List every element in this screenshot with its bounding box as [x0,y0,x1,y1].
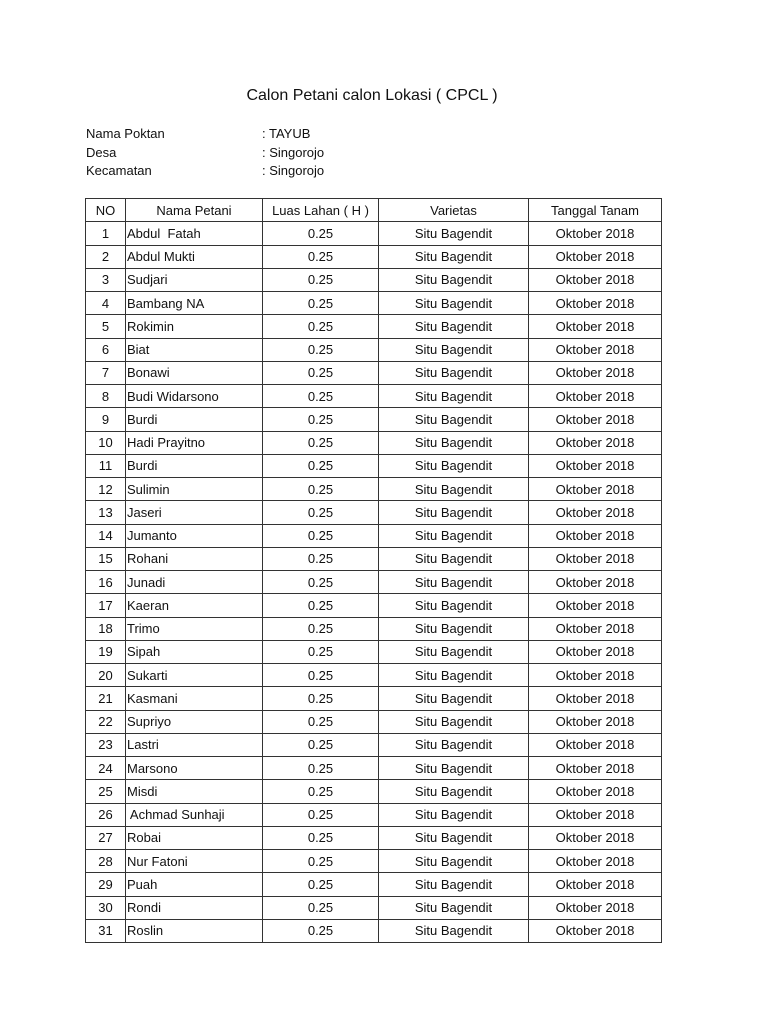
cell-no: 25 [86,780,126,803]
cell-tanggal-tanam: Oktober 2018 [529,501,662,524]
cell-tanggal-tanam: Oktober 2018 [529,454,662,477]
cell-nama-petani: Robai [126,826,263,849]
cell-nama-petani: Supriyo [126,710,263,733]
cell-nama-petani: Kasmani [126,687,263,710]
cell-no: 13 [86,501,126,524]
cell-no: 20 [86,664,126,687]
cell-tanggal-tanam: Oktober 2018 [529,292,662,315]
cell-varietas: Situ Bagendit [379,594,529,617]
cell-varietas: Situ Bagendit [379,780,529,803]
cell-nama-petani: Biat [126,338,263,361]
table-row [86,385,662,408]
cell-no: 3 [86,268,126,291]
cell-tanggal-tanam: Oktober 2018 [529,315,662,338]
cell-nama-petani: Rondi [126,896,263,919]
cell-no: 14 [86,524,126,547]
cell-no: 1 [86,222,126,245]
cell-varietas: Situ Bagendit [379,338,529,361]
table-row [86,478,662,501]
info-label: Desa [86,144,117,160]
column-header-tanggal-tanam: Tanggal Tanam [529,199,662,222]
cell-varietas: Situ Bagendit [379,361,529,384]
cell-no: 9 [86,408,126,431]
table-row [86,710,662,733]
cell-luas-lahan: 0.25 [263,826,379,849]
cell-nama-petani: Abdul Fatah [126,222,263,245]
cell-tanggal-tanam: Oktober 2018 [529,733,662,756]
cell-no: 11 [86,454,126,477]
table-row [86,454,662,477]
cell-no: 7 [86,361,126,384]
cell-varietas: Situ Bagendit [379,710,529,733]
cell-luas-lahan: 0.25 [263,315,379,338]
cell-nama-petani: Trimo [126,617,263,640]
cell-no: 19 [86,640,126,663]
cell-luas-lahan: 0.25 [263,664,379,687]
cell-varietas: Situ Bagendit [379,640,529,663]
cell-no: 15 [86,547,126,570]
table-row [86,757,662,780]
cell-luas-lahan: 0.25 [263,524,379,547]
cell-tanggal-tanam: Oktober 2018 [529,664,662,687]
cell-varietas: Situ Bagendit [379,385,529,408]
cell-no: 12 [86,478,126,501]
table-row [86,292,662,315]
cell-varietas: Situ Bagendit [379,826,529,849]
cell-luas-lahan: 0.25 [263,594,379,617]
column-header-nama-petani: Nama Petani [126,199,263,222]
cell-nama-petani: Sulimin [126,478,263,501]
table-row [86,826,662,849]
cell-varietas: Situ Bagendit [379,571,529,594]
cell-varietas: Situ Bagendit [379,896,529,919]
cell-tanggal-tanam: Oktober 2018 [529,687,662,710]
cell-luas-lahan: 0.25 [263,361,379,384]
table-row [86,361,662,384]
cell-no: 4 [86,292,126,315]
cell-tanggal-tanam: Oktober 2018 [529,757,662,780]
info-label: Kecamatan [86,163,152,178]
table-row [86,245,662,268]
table-row [86,780,662,803]
cell-tanggal-tanam: Oktober 2018 [529,710,662,733]
cell-nama-petani: Budi Widarsono [126,385,263,408]
cell-nama-petani: Puah [126,873,263,896]
info-label: Nama Poktan [86,126,165,141]
cell-tanggal-tanam: Oktober 2018 [529,547,662,570]
cell-no: 26 [86,803,126,826]
cell-no: 27 [86,826,126,849]
cell-no: 29 [86,873,126,896]
cell-no: 16 [86,571,126,594]
cell-varietas: Situ Bagendit [379,454,529,477]
cell-luas-lahan: 0.25 [263,408,379,431]
table-row [86,664,662,687]
farmer-table [85,198,662,943]
info-row-desa [86,144,324,163]
cell-luas-lahan: 0.25 [263,478,379,501]
cell-no: 2 [86,245,126,268]
cell-tanggal-tanam: Oktober 2018 [529,780,662,803]
info-row-nama-poktan [86,125,324,144]
cell-nama-petani: Junadi [126,571,263,594]
cell-varietas: Situ Bagendit [379,873,529,896]
table-row [86,571,662,594]
cell-tanggal-tanam: Oktober 2018 [529,524,662,547]
cell-nama-petani: Rokimin [126,315,263,338]
cell-varietas: Situ Bagendit [379,292,529,315]
cell-luas-lahan: 0.25 [263,617,379,640]
cell-nama-petani: Sudjari [126,268,263,291]
cell-luas-lahan: 0.25 [263,547,379,570]
cell-luas-lahan: 0.25 [263,501,379,524]
cell-no: 17 [86,594,126,617]
cell-tanggal-tanam: Oktober 2018 [529,873,662,896]
cell-varietas: Situ Bagendit [379,757,529,780]
cell-no: 22 [86,710,126,733]
cell-no: 31 [86,919,126,942]
cell-nama-petani: Jaseri [126,501,263,524]
table-row [86,431,662,454]
table-row [86,640,662,663]
cell-no: 30 [86,896,126,919]
cell-no: 6 [86,338,126,361]
cell-tanggal-tanam: Oktober 2018 [529,594,662,617]
cell-varietas: Situ Bagendit [379,315,529,338]
cell-luas-lahan: 0.25 [263,687,379,710]
cell-no: 18 [86,617,126,640]
cell-tanggal-tanam: Oktober 2018 [529,826,662,849]
cell-luas-lahan: 0.25 [263,780,379,803]
table-row [86,687,662,710]
cell-tanggal-tanam: Oktober 2018 [529,640,662,663]
cell-luas-lahan: 0.25 [263,268,379,291]
cell-nama-petani: Marsono [126,757,263,780]
cell-varietas: Situ Bagendit [379,850,529,873]
table-row [86,896,662,919]
cell-tanggal-tanam: Oktober 2018 [529,617,662,640]
cell-nama-petani: Sukarti [126,664,263,687]
cell-varietas: Situ Bagendit [379,733,529,756]
table-body [86,222,662,943]
cell-varietas: Situ Bagendit [379,547,529,570]
table-row [86,733,662,756]
info-row-kecamatan [86,162,324,181]
cell-nama-petani: Bambang NA [126,292,263,315]
cell-tanggal-tanam: Oktober 2018 [529,222,662,245]
cell-tanggal-tanam: Oktober 2018 [529,478,662,501]
cell-nama-petani: Nur Fatoni [126,850,263,873]
cell-varietas: Situ Bagendit [379,803,529,826]
cell-luas-lahan: 0.25 [263,757,379,780]
cell-luas-lahan: 0.25 [263,919,379,942]
cell-luas-lahan: 0.25 [263,245,379,268]
table-row [86,338,662,361]
table-row [86,222,662,245]
table-row [86,524,662,547]
table-row [86,408,662,431]
cell-tanggal-tanam: Oktober 2018 [529,268,662,291]
info-value: : TAYUB [262,126,311,141]
cell-nama-petani: Kaeran [126,594,263,617]
page-title: Calon Petani calon Lokasi ( CPCL ) [246,87,498,104]
cell-luas-lahan: 0.25 [263,222,379,245]
cell-varietas: Situ Bagendit [379,408,529,431]
cell-no: 5 [86,315,126,338]
cell-luas-lahan: 0.25 [263,803,379,826]
cell-no: 28 [86,850,126,873]
cell-tanggal-tanam: Oktober 2018 [529,850,662,873]
cell-luas-lahan: 0.25 [263,710,379,733]
cell-luas-lahan: 0.25 [263,385,379,408]
cell-luas-lahan: 0.25 [263,873,379,896]
cell-varietas: Situ Bagendit [379,919,529,942]
column-header-varietas: Varietas [379,199,529,222]
info-block [86,125,324,181]
cell-nama-petani: Bonawi [126,361,263,384]
column-header-luas-lahan: Luas Lahan ( H ) [263,199,379,222]
info-value: : Singorojo [262,163,325,178]
cell-tanggal-tanam: Oktober 2018 [529,919,662,942]
info-value: : Singorojo [262,144,325,160]
table-row [86,919,662,942]
cell-no: 8 [86,385,126,408]
cell-nama-petani: Achmad Sunhaji [126,803,263,826]
cell-varietas: Situ Bagendit [379,478,529,501]
cell-tanggal-tanam: Oktober 2018 [529,431,662,454]
table-row [86,873,662,896]
cell-luas-lahan: 0.25 [263,454,379,477]
cell-tanggal-tanam: Oktober 2018 [529,896,662,919]
table-row [86,547,662,570]
cell-luas-lahan: 0.25 [263,640,379,663]
cell-nama-petani: Lastri [126,733,263,756]
cell-nama-petani: Sipah [126,640,263,663]
cell-tanggal-tanam: Oktober 2018 [529,803,662,826]
cell-tanggal-tanam: Oktober 2018 [529,408,662,431]
cell-nama-petani: Abdul Mukti [126,245,263,268]
cell-tanggal-tanam: Oktober 2018 [529,361,662,384]
table-row [86,501,662,524]
table-row [86,850,662,873]
cell-tanggal-tanam: Oktober 2018 [529,245,662,268]
cell-tanggal-tanam: Oktober 2018 [529,385,662,408]
cell-nama-petani: Rohani [126,547,263,570]
cell-tanggal-tanam: Oktober 2018 [529,338,662,361]
cell-varietas: Situ Bagendit [379,222,529,245]
cell-luas-lahan: 0.25 [263,571,379,594]
cell-luas-lahan: 0.25 [263,850,379,873]
cell-no: 23 [86,733,126,756]
table-row [86,315,662,338]
cell-varietas: Situ Bagendit [379,524,529,547]
cell-no: 10 [86,431,126,454]
cell-tanggal-tanam: Oktober 2018 [529,571,662,594]
cell-luas-lahan: 0.25 [263,292,379,315]
cell-varietas: Situ Bagendit [379,687,529,710]
cell-varietas: Situ Bagendit [379,617,529,640]
cell-nama-petani: Burdi [126,408,263,431]
cell-no: 21 [86,687,126,710]
table-row [86,594,662,617]
cell-nama-petani: Roslin [126,919,263,942]
cell-nama-petani: Misdi [126,780,263,803]
cell-luas-lahan: 0.25 [263,431,379,454]
cell-luas-lahan: 0.25 [263,338,379,361]
table-row [86,617,662,640]
cell-varietas: Situ Bagendit [379,431,529,454]
cell-luas-lahan: 0.25 [263,896,379,919]
column-header-no: NO [86,199,126,222]
cell-luas-lahan: 0.25 [263,733,379,756]
cell-varietas: Situ Bagendit [379,501,529,524]
cell-nama-petani: Jumanto [126,524,263,547]
cell-nama-petani: Hadi Prayitno [126,431,263,454]
table-header-row [86,199,662,222]
cell-varietas: Situ Bagendit [379,664,529,687]
cell-nama-petani: Burdi [126,454,263,477]
table-row [86,803,662,826]
table-row [86,268,662,291]
cell-varietas: Situ Bagendit [379,245,529,268]
cell-varietas: Situ Bagendit [379,268,529,291]
cell-no: 24 [86,757,126,780]
